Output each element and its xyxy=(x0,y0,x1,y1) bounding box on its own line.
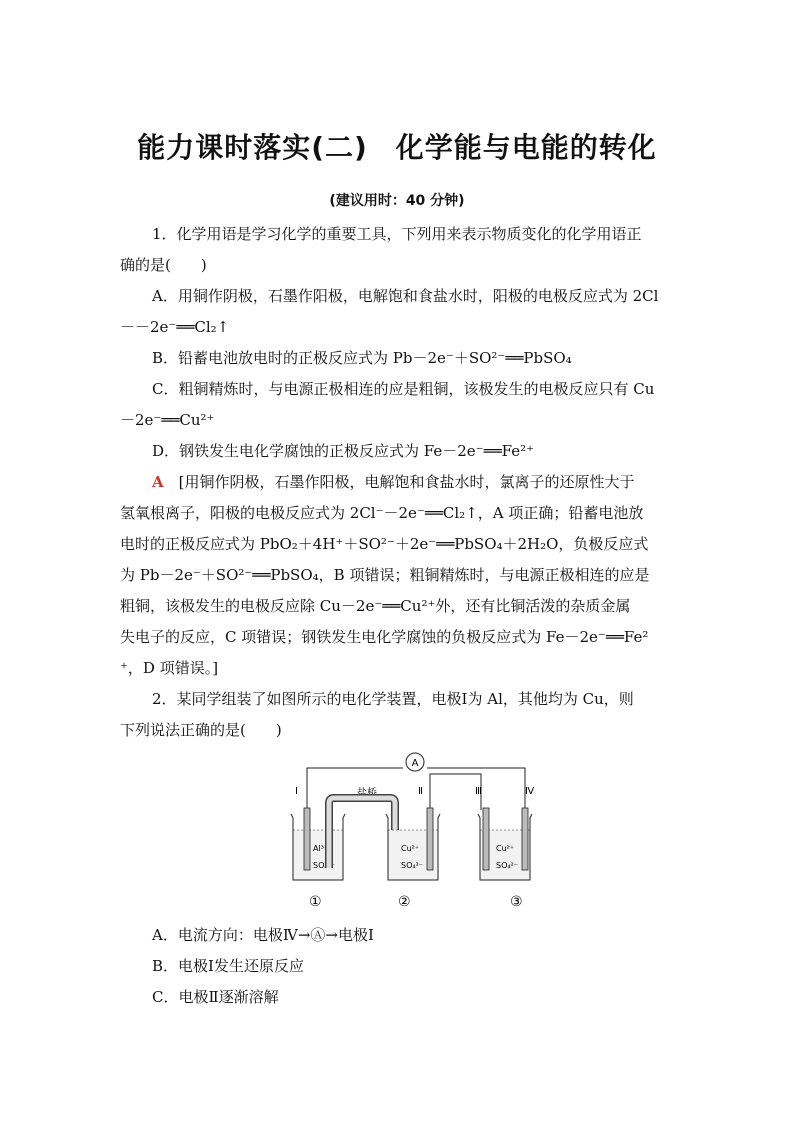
a1-line3: 电时的正极反应式为 PbO₂＋4H⁺＋SO²⁻＋2e⁻══PbSO₄＋2H₂O，负极反应式 xyxy=(120,535,649,553)
beaker1-anion: SO₄²⁻ xyxy=(313,861,336,870)
q1-option-a-line2: －－2e⁻══Cl₂↑ xyxy=(120,318,230,336)
ammeter-label: A xyxy=(411,758,419,769)
beaker3-number: ③ xyxy=(510,894,523,910)
beaker-3 xyxy=(478,808,532,880)
beaker3-anion: SO₄²⁻ xyxy=(496,861,519,870)
electrode-label-1: Ⅰ xyxy=(295,786,298,797)
q1-option-c-line1: C．粗铜精炼时，与电源正极相连的应是粗铜，该极发生的电极反应只有 Cu xyxy=(152,380,655,398)
a1-line4: 为 Pb－2e⁻＋SO²⁻══PbSO₄，B 项错误；粗铜精炼时，与电源正极相连的应是 xyxy=(120,566,650,584)
ammeter-icon xyxy=(406,753,424,771)
electrochemical-apparatus-diagram xyxy=(285,748,535,913)
beaker1-number: ① xyxy=(309,894,322,910)
circuit-wires xyxy=(307,768,525,810)
electrode-label-4: Ⅳ xyxy=(525,786,535,797)
q1-option-b: B．铅蓄电池放电时的正极反应式为 Pb－2e⁻＋SO²⁻══PbSO₄ xyxy=(152,349,572,367)
q2-option-c: C．电极Ⅱ逐渐溶解 xyxy=(152,988,279,1006)
beaker3-cation: Cu²⁺ xyxy=(496,844,515,853)
beaker2-anion: SO₄²⁻ xyxy=(401,861,424,870)
a1-line7: ⁺，D 项错误。] xyxy=(120,659,219,677)
a1-text1: [用铜作阴极，石墨作阳极，电解饱和食盐水时，氯离子的还原性大于 xyxy=(178,473,635,491)
q2-stem-line1: 2．某同学组装了如图所示的电化学装置，电极Ⅰ为 Al，其他均为 Cu，则 xyxy=(152,690,634,708)
electrode-label-3: Ⅲ xyxy=(475,786,482,797)
beaker-1 xyxy=(291,808,345,880)
q1-stem-line2: 确的是( ) xyxy=(120,256,207,274)
q1-option-c-line2: －2e⁻══Cu²⁺ xyxy=(120,411,215,429)
suggested-time: (建议用时：40 分钟) xyxy=(329,193,465,209)
electrode-label-2: Ⅱ xyxy=(418,786,423,797)
q1-stem-line1: 1．化学用语是学习化学的重要工具，下列用来表示物质变化的化学用语正 xyxy=(152,225,642,243)
q2-option-b: B．电极Ⅰ发生还原反应 xyxy=(152,957,304,975)
q1-option-d: D．钢铁发生电化学腐蚀的正极反应式为 Fe－2e⁻══Fe²⁺ xyxy=(152,442,535,460)
title-main: 能力课时落实(二) xyxy=(137,131,368,164)
q1-option-a-line1: A．用铜作阴极，石墨作阳极，电解饱和食盐水时，阳极的电极反应式为 2Cl xyxy=(152,287,659,305)
a1-line2: 氢氧根离子，阳极的电极反应式为 2Cl⁻－2e⁻══Cl₂↑，A 项正确；铅蓄电池放 xyxy=(120,504,644,522)
answer-letter: A xyxy=(152,473,164,491)
a1-line1 xyxy=(152,472,635,492)
title-sub: 化学能与电能的转化 xyxy=(395,131,657,164)
q2-stem-line2: 下列说法正确的是( ) xyxy=(120,721,282,739)
beaker2-number: ② xyxy=(398,894,411,910)
page-title xyxy=(0,126,794,166)
a1-line5: 粗铜，该极发生的电极反应除 Cu－2e⁻══Cu²⁺外，还有比铜活泼的杂质金属 xyxy=(120,597,631,615)
salt-bridge-label: 盐桥 xyxy=(357,788,377,799)
a1-line6: 失电子的反应，C 项错误；钢铁发生电化学腐蚀的负极反应式为 Fe－2e⁻══Fe² xyxy=(120,628,649,646)
beaker2-cation: Cu²⁺ xyxy=(401,844,420,853)
beaker1-cation: Al³⁺ xyxy=(313,844,329,853)
q2-option-a: A．电流方向：电极Ⅳ→Ⓐ→电极Ⅰ xyxy=(152,926,374,944)
